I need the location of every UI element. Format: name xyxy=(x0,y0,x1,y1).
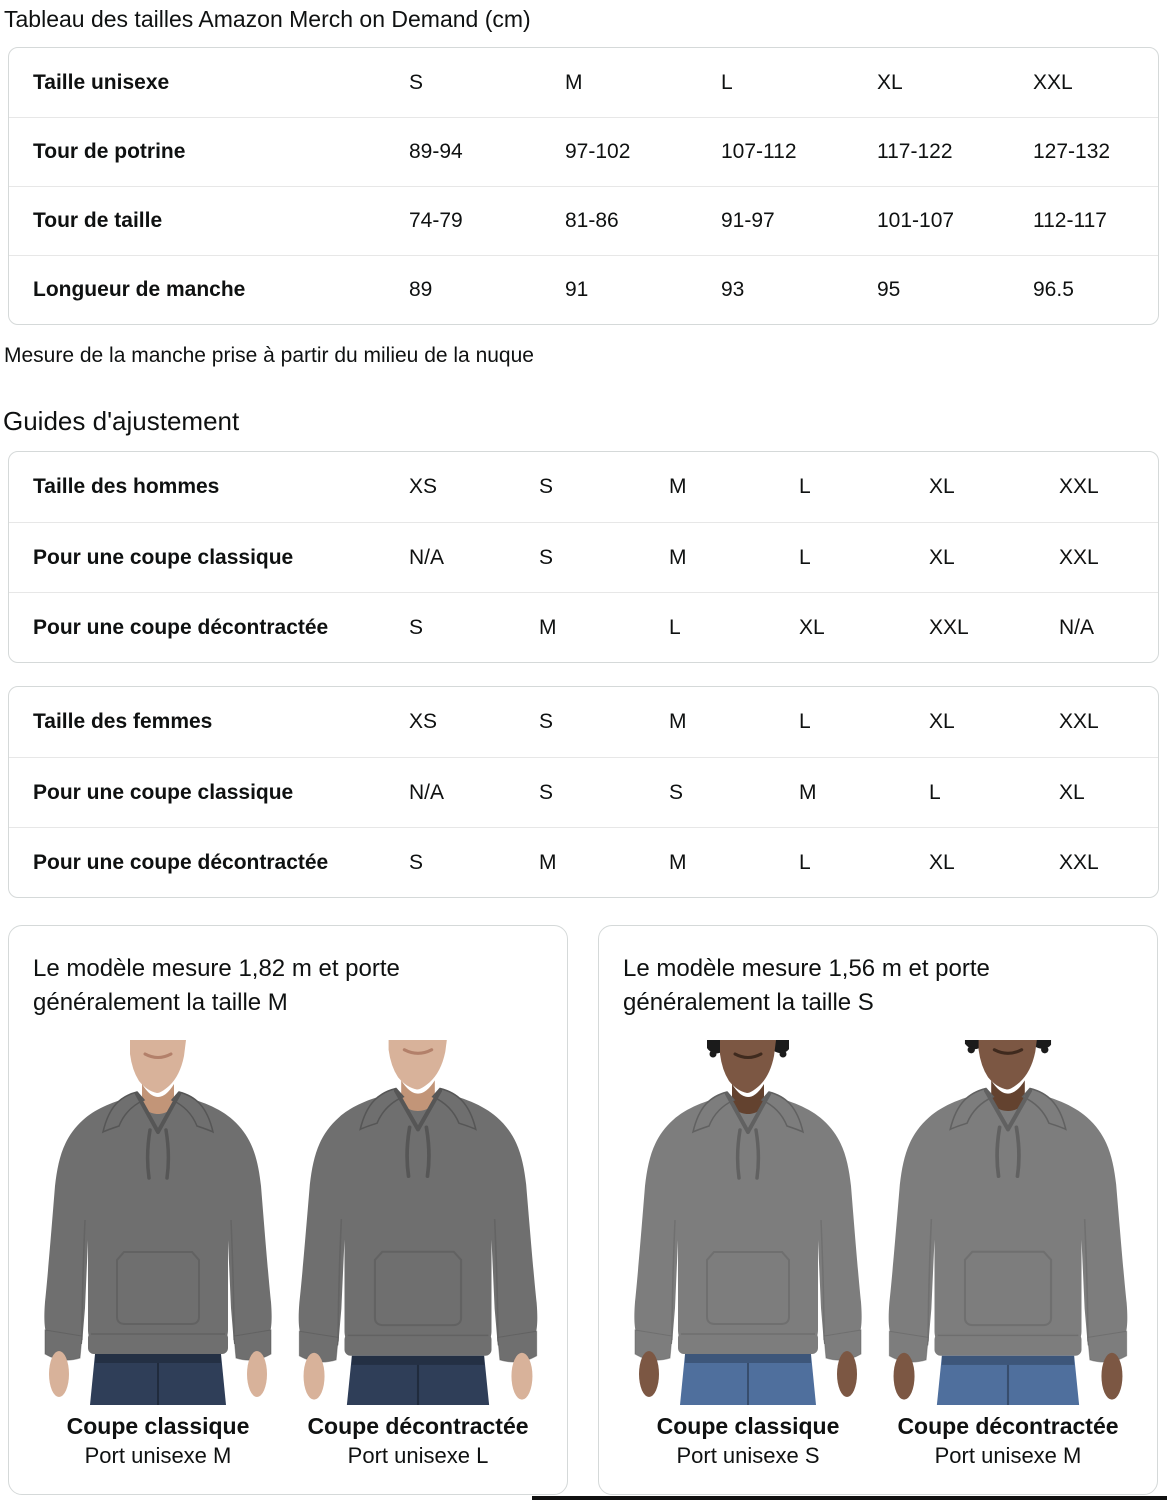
fit-label: Coupe classique xyxy=(66,1413,250,1439)
women-fit-guide-table xyxy=(8,686,1159,898)
table-cell: S xyxy=(539,475,554,498)
row-label: Pour une coupe classique xyxy=(33,780,294,804)
table-cell: XXL xyxy=(929,615,969,639)
table-cell: 117-122 xyxy=(877,140,953,163)
female-classic-column xyxy=(623,1040,873,1471)
table-cell: 93 xyxy=(721,278,745,301)
male-relaxed-column xyxy=(293,1040,543,1471)
row-label: Pour une coupe décontractée xyxy=(33,615,329,639)
table-cell: XL xyxy=(799,615,825,639)
male-model-card xyxy=(8,925,568,1495)
table-cell: M xyxy=(565,70,583,94)
table-row xyxy=(9,48,1158,117)
table-cell: 81-86 xyxy=(565,209,619,232)
female-model-hoodie-photo xyxy=(883,1040,1133,1405)
female-model-hoodie-photo xyxy=(623,1040,873,1405)
row-label: Tour de taille xyxy=(33,209,163,232)
table-cell: S xyxy=(409,615,424,639)
table-cell: M xyxy=(539,850,557,874)
male-classic-column xyxy=(33,1040,283,1471)
table-cell: M xyxy=(539,615,557,639)
table-cell: 89 xyxy=(409,278,433,301)
men-fit-guide-table xyxy=(8,451,1159,663)
table-cell: 101-107 xyxy=(877,209,955,232)
table-cell: L xyxy=(799,710,811,733)
size-label: Port unisexe M xyxy=(934,1443,1082,1468)
unisex-size-table xyxy=(8,47,1159,325)
page-title: Tableau des tailles Amazon Merch on Demand (cm) xyxy=(4,6,531,32)
table-cell: 89-94 xyxy=(409,140,463,163)
table-cell: XXL xyxy=(1059,475,1099,498)
table-cell: L xyxy=(799,545,811,569)
male-figures xyxy=(33,1040,543,1471)
table-cell: XL xyxy=(929,475,955,498)
size-label: Port unisexe L xyxy=(347,1443,489,1468)
table-cell: N/A xyxy=(409,780,445,804)
table-row xyxy=(9,186,1158,255)
fit-label: Coupe décontractée xyxy=(897,1413,1119,1439)
size-label: Port unisexe S xyxy=(676,1443,820,1468)
table-cell: XS xyxy=(409,475,438,498)
table-cell: 96.5 xyxy=(1033,278,1074,301)
fit-label: Coupe décontractée xyxy=(307,1413,529,1439)
table-cell: 91 xyxy=(565,278,589,301)
male-model-hoodie-photo xyxy=(293,1040,543,1405)
table-cell: XXL xyxy=(1059,545,1099,569)
table-cell: L xyxy=(721,70,733,94)
table-row xyxy=(9,757,1158,827)
size-label: Port unisexe M xyxy=(84,1443,232,1468)
row-label: Tour de potrine xyxy=(33,140,186,163)
table-cell: M xyxy=(669,475,687,498)
female-figures xyxy=(623,1040,1133,1471)
table-row xyxy=(9,117,1158,186)
row-label: Taille unisexe xyxy=(33,70,170,94)
table-row xyxy=(9,452,1158,522)
table-cell: N/A xyxy=(409,545,445,569)
row-label: Longueur de manche xyxy=(33,278,246,301)
female-model-card xyxy=(598,925,1158,1495)
table-cell: M xyxy=(799,780,817,804)
table-cell: 74-79 xyxy=(409,209,463,232)
table-cell: 112-117 xyxy=(1033,209,1107,232)
female-model-heading: Le modèle mesure 1,56 m et porte généralement la taille S xyxy=(623,955,990,1016)
sleeve-measure-note: Mesure de la manche prise à partir du milieu de la nuque xyxy=(4,344,534,367)
male-model-hoodie-photo xyxy=(33,1040,283,1405)
table-cell: XL xyxy=(929,710,955,733)
table-cell: XL xyxy=(929,850,955,874)
table-cell: S xyxy=(669,780,684,804)
table-row xyxy=(9,687,1158,757)
table-row xyxy=(9,827,1158,897)
row-label: Pour une coupe classique xyxy=(33,545,294,569)
male-model-heading: Le modèle mesure 1,82 m et porte généralement la taille M xyxy=(33,955,400,1016)
table-cell: M xyxy=(669,710,687,733)
fit-guides-heading: Guides d'ajustement xyxy=(3,406,240,436)
table-cell: M xyxy=(669,850,687,874)
table-cell: M xyxy=(669,545,687,569)
row-label: Taille des femmes xyxy=(33,710,213,733)
table-cell: 95 xyxy=(877,278,901,301)
table-cell: XL xyxy=(929,545,955,569)
table-cell: L xyxy=(669,615,681,639)
table-cell: S xyxy=(539,780,554,804)
table-cell: XL xyxy=(877,70,903,94)
table-row xyxy=(9,255,1158,324)
table-cell: XS xyxy=(409,710,438,733)
table-cell: L xyxy=(799,850,811,874)
table-cell: S xyxy=(539,545,554,569)
table-cell: XXL xyxy=(1033,70,1073,94)
table-cell: XXL xyxy=(1059,850,1099,874)
fit-label: Coupe classique xyxy=(656,1413,840,1439)
partial-next-content xyxy=(532,1496,1167,1500)
table-cell: L xyxy=(929,780,941,804)
table-cell: 97-102 xyxy=(565,140,631,163)
table-cell: 107-112 xyxy=(721,140,797,163)
row-label: Pour une coupe décontractée xyxy=(33,850,329,874)
female-relaxed-column xyxy=(883,1040,1133,1471)
table-cell: N/A xyxy=(1059,615,1095,639)
model-cards xyxy=(8,925,1159,1495)
table-cell: S xyxy=(409,70,424,94)
table-cell: S xyxy=(409,850,424,874)
table-cell: S xyxy=(539,710,554,733)
row-label: Taille des hommes xyxy=(33,475,220,498)
table-row xyxy=(9,522,1158,592)
table-row xyxy=(9,592,1158,662)
table-cell: 127-132 xyxy=(1033,140,1111,163)
table-cell: XXL xyxy=(1059,710,1099,733)
table-cell: L xyxy=(799,475,811,498)
table-cell: XL xyxy=(1059,780,1085,804)
table-cell: 91-97 xyxy=(721,209,775,232)
